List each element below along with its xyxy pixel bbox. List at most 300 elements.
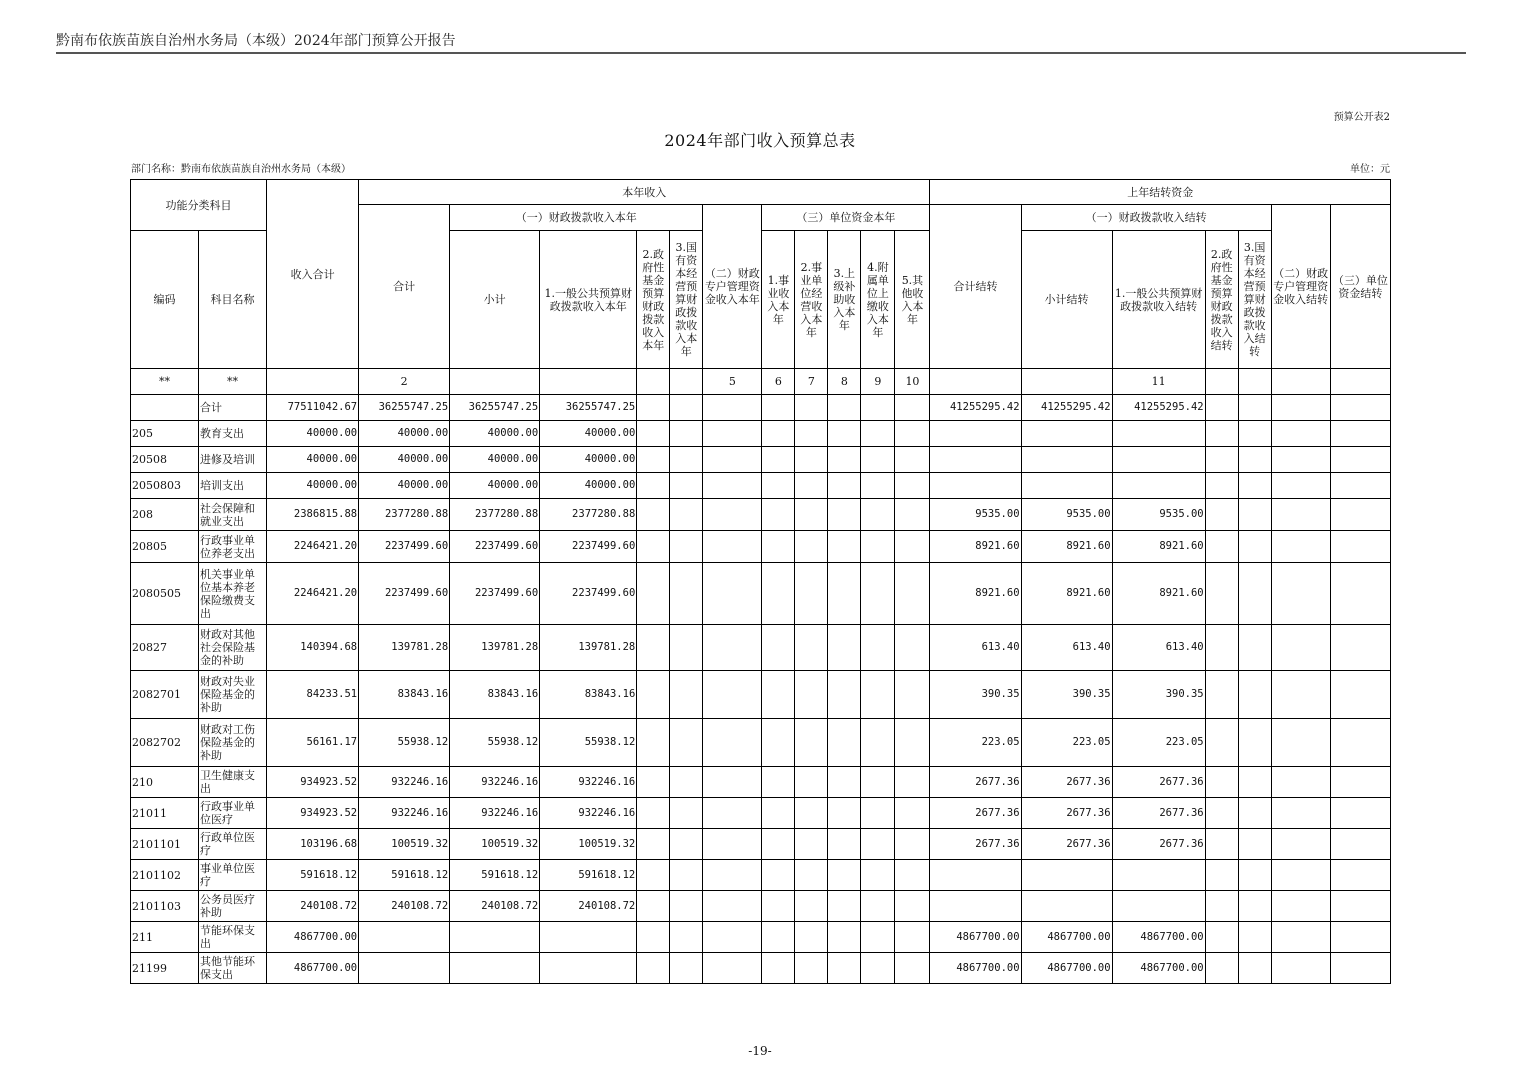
row-value — [703, 473, 762, 499]
row-value — [861, 447, 895, 473]
row-value — [1238, 421, 1271, 447]
row-value — [861, 767, 895, 798]
row-value — [1330, 395, 1390, 421]
row-value: 2677.36 — [930, 829, 1021, 860]
row-value: 240108.72 — [267, 891, 359, 922]
row-value — [1021, 447, 1112, 473]
row-value: 613.40 — [1021, 625, 1112, 671]
row-value — [828, 922, 861, 953]
row-value — [359, 922, 450, 953]
row-value — [1330, 421, 1390, 447]
row-value — [540, 953, 637, 984]
header-last-year-carry: 上年结转资金 — [930, 180, 1391, 205]
row-value — [1112, 447, 1205, 473]
row-value — [861, 860, 895, 891]
header-gov-fund-carry: 2.政府性基金预算财政拨款收入结转 — [1205, 231, 1238, 369]
table-row — [131, 922, 1391, 953]
row-value — [795, 671, 828, 719]
row-value — [1271, 798, 1330, 829]
index-cell: 2 — [359, 369, 450, 395]
row-value — [1238, 719, 1271, 767]
row-value — [795, 860, 828, 891]
row-value: 2237499.60 — [359, 563, 450, 625]
header-fiscal-grant: （一）财政拨款收入本年 — [450, 205, 703, 231]
table-row — [131, 531, 1391, 563]
row-value — [703, 421, 762, 447]
row-value: 932246.16 — [359, 767, 450, 798]
row-value — [1112, 891, 1205, 922]
row-name: 财政对其他社会保险基金的补助 — [199, 625, 267, 671]
row-value — [703, 499, 762, 531]
row-code: 20508 — [131, 447, 199, 473]
row-value — [861, 395, 895, 421]
row-value — [1330, 531, 1390, 563]
row-value — [670, 625, 703, 671]
row-value — [703, 953, 762, 984]
row-value — [1112, 421, 1205, 447]
row-value — [637, 447, 670, 473]
row-value: 77511042.67 — [267, 395, 359, 421]
row-value — [861, 719, 895, 767]
row-value — [795, 447, 828, 473]
row-value — [1205, 395, 1238, 421]
row-value — [1330, 860, 1390, 891]
row-value — [828, 891, 861, 922]
row-value: 41255295.42 — [1112, 395, 1205, 421]
row-value — [637, 860, 670, 891]
row-value — [1271, 563, 1330, 625]
row-value — [795, 473, 828, 499]
row-value — [1238, 499, 1271, 531]
row-value — [1330, 798, 1390, 829]
header-subtotal-carry: 小计结转 — [1021, 231, 1112, 369]
row-value: 390.35 — [1112, 671, 1205, 719]
index-cell — [267, 369, 359, 395]
index-cell: 7 — [795, 369, 828, 395]
row-value — [540, 922, 637, 953]
row-value — [895, 891, 930, 922]
header-general-budget: 1.一般公共预算财政拨款收入本年 — [540, 231, 637, 369]
row-value: 2677.36 — [930, 798, 1021, 829]
index-cell — [1330, 369, 1390, 395]
row-value — [895, 499, 930, 531]
row-value: 36255747.25 — [450, 395, 540, 421]
row-value — [1238, 473, 1271, 499]
row-code: 2050803 — [131, 473, 199, 499]
row-value — [1330, 829, 1390, 860]
row-value — [637, 563, 670, 625]
row-name: 事业单位医疗 — [199, 860, 267, 891]
index-cell — [450, 369, 540, 395]
row-value: 8921.60 — [1021, 531, 1112, 563]
row-value — [861, 829, 895, 860]
row-value — [1271, 829, 1330, 860]
row-value: 8921.60 — [1112, 563, 1205, 625]
header-func-class: 功能分类科目 — [131, 180, 267, 231]
row-value: 934923.52 — [267, 798, 359, 829]
row-value — [1271, 671, 1330, 719]
header-affiliated: 4.附属单位上缴收入本年 — [861, 231, 895, 369]
row-value — [1205, 829, 1238, 860]
header-subtotal: 小计 — [450, 231, 540, 369]
index-cell: 10 — [895, 369, 930, 395]
row-value: 4867700.00 — [1112, 953, 1205, 984]
row-name: 进修及培训 — [199, 447, 267, 473]
row-code: 21199 — [131, 953, 199, 984]
row-name: 机关事业单位基本养老保险缴费支出 — [199, 563, 267, 625]
header-biz-operating: 2.事业单位经营收入本年 — [795, 231, 828, 369]
row-value — [828, 860, 861, 891]
row-value — [895, 719, 930, 767]
row-value: 139781.28 — [540, 625, 637, 671]
row-value — [1330, 719, 1390, 767]
row-value — [1112, 860, 1205, 891]
row-value — [1271, 531, 1330, 563]
index-cell: 8 — [828, 369, 861, 395]
row-value: 932246.16 — [540, 767, 637, 798]
row-value: 2386815.88 — [267, 499, 359, 531]
row-value: 56161.17 — [267, 719, 359, 767]
row-value: 83843.16 — [540, 671, 637, 719]
table-row — [131, 473, 1391, 499]
row-value: 40000.00 — [359, 421, 450, 447]
row-value — [895, 829, 930, 860]
row-value — [762, 447, 795, 473]
row-code: 2101101 — [131, 829, 199, 860]
row-name: 培训支出 — [199, 473, 267, 499]
header-income-total: 收入合计 — [267, 180, 359, 369]
row-value — [895, 563, 930, 625]
index-row — [131, 369, 1391, 395]
row-value — [1205, 798, 1238, 829]
row-code: 2082701 — [131, 671, 199, 719]
row-value: 36255747.25 — [540, 395, 637, 421]
row-value — [895, 447, 930, 473]
row-value — [1205, 563, 1238, 625]
table-row — [131, 891, 1391, 922]
row-value — [1238, 953, 1271, 984]
row-value — [1330, 473, 1390, 499]
row-value — [895, 798, 930, 829]
row-value — [637, 499, 670, 531]
row-value — [1112, 473, 1205, 499]
row-value — [895, 531, 930, 563]
row-value — [762, 860, 795, 891]
row-value: 2246421.20 — [267, 563, 359, 625]
row-value — [637, 625, 670, 671]
row-value — [828, 421, 861, 447]
row-value — [762, 473, 795, 499]
row-code: 2082702 — [131, 719, 199, 767]
row-value — [637, 891, 670, 922]
row-value: 40000.00 — [540, 421, 637, 447]
row-value — [828, 473, 861, 499]
row-value — [1205, 953, 1238, 984]
row-value — [1021, 860, 1112, 891]
row-value: 223.05 — [1112, 719, 1205, 767]
row-value — [1330, 767, 1390, 798]
row-value — [895, 625, 930, 671]
row-value: 2237499.60 — [450, 531, 540, 563]
form-number: 预算公开表2 — [1333, 112, 1390, 123]
row-value: 9535.00 — [1112, 499, 1205, 531]
row-value — [670, 421, 703, 447]
row-value — [670, 563, 703, 625]
row-value: 40000.00 — [540, 447, 637, 473]
row-value — [795, 953, 828, 984]
row-value — [861, 473, 895, 499]
row-value: 139781.28 — [450, 625, 540, 671]
row-value — [762, 531, 795, 563]
row-code: 210 — [131, 767, 199, 798]
row-value — [795, 421, 828, 447]
row-value — [1205, 473, 1238, 499]
row-value — [1205, 922, 1238, 953]
row-value — [1205, 421, 1238, 447]
row-code: 205 — [131, 421, 199, 447]
row-value — [637, 421, 670, 447]
row-value — [795, 829, 828, 860]
row-value: 55938.12 — [450, 719, 540, 767]
row-value — [1205, 719, 1238, 767]
row-value — [895, 860, 930, 891]
row-value: 40000.00 — [359, 447, 450, 473]
unit-label: 单位：元 — [1350, 164, 1390, 175]
row-value: 41255295.42 — [1021, 395, 1112, 421]
row-value — [895, 953, 930, 984]
index-cell — [1205, 369, 1238, 395]
row-value — [895, 671, 930, 719]
row-name: 行政事业单位医疗 — [199, 798, 267, 829]
header-rule — [56, 52, 1466, 54]
row-value — [637, 829, 670, 860]
header-total: 合计 — [359, 205, 450, 369]
row-value: 613.40 — [930, 625, 1021, 671]
row-value — [670, 473, 703, 499]
row-value — [762, 829, 795, 860]
table-row — [131, 860, 1391, 891]
row-value: 390.35 — [930, 671, 1021, 719]
row-value — [637, 671, 670, 719]
row-value: 8921.60 — [1112, 531, 1205, 563]
row-value — [861, 671, 895, 719]
header-code: 编码 — [131, 231, 199, 369]
row-value — [1205, 671, 1238, 719]
row-value: 83843.16 — [450, 671, 540, 719]
row-value: 40000.00 — [540, 473, 637, 499]
row-value — [1205, 860, 1238, 891]
row-value — [1238, 891, 1271, 922]
row-value: 2237499.60 — [450, 563, 540, 625]
row-value — [1238, 767, 1271, 798]
row-value — [1330, 563, 1390, 625]
row-value — [703, 829, 762, 860]
row-value: 2677.36 — [1112, 767, 1205, 798]
row-value: 932246.16 — [450, 767, 540, 798]
row-value — [795, 719, 828, 767]
row-name: 教育支出 — [199, 421, 267, 447]
row-value — [1271, 767, 1330, 798]
row-value: 4867700.00 — [930, 922, 1021, 953]
row-value — [703, 531, 762, 563]
row-value — [762, 891, 795, 922]
row-value — [895, 767, 930, 798]
row-value — [1330, 499, 1390, 531]
row-value: 8921.60 — [930, 531, 1021, 563]
row-value: 40000.00 — [267, 447, 359, 473]
row-name: 其他节能环保支出 — [199, 953, 267, 984]
row-value — [930, 891, 1021, 922]
row-code: 211 — [131, 922, 199, 953]
header-other-income: 5.其他收入本年 — [895, 231, 930, 369]
row-value — [1271, 421, 1330, 447]
row-value — [703, 767, 762, 798]
row-value — [637, 395, 670, 421]
header-general-carry: 1.一般公共预算财政拨款收入结转 — [1112, 231, 1205, 369]
row-value — [828, 499, 861, 531]
row-value — [861, 563, 895, 625]
row-value — [1271, 473, 1330, 499]
row-name: 财政对工伤保险基金的补助 — [199, 719, 267, 767]
row-value — [828, 798, 861, 829]
row-value — [930, 860, 1021, 891]
budget-table — [130, 179, 1391, 984]
row-value — [861, 531, 895, 563]
row-value — [762, 625, 795, 671]
row-value — [1271, 719, 1330, 767]
header-state-capital-carry: 3.国有资本经营预算财政拨款收入结转 — [1238, 231, 1271, 369]
header-biz-income: 1.事业收入本年 — [762, 231, 795, 369]
row-value: 932246.16 — [450, 798, 540, 829]
row-value — [828, 719, 861, 767]
row-value — [861, 499, 895, 531]
row-name: 公务员医疗补助 — [199, 891, 267, 922]
row-value — [450, 953, 540, 984]
row-value — [1271, 891, 1330, 922]
table-row — [131, 447, 1391, 473]
row-value: 41255295.42 — [930, 395, 1021, 421]
row-value: 8921.60 — [1021, 563, 1112, 625]
row-value: 2677.36 — [1112, 829, 1205, 860]
table-row — [131, 625, 1391, 671]
table-row — [131, 421, 1391, 447]
row-value — [1238, 395, 1271, 421]
index-cell — [1021, 369, 1112, 395]
row-value — [1330, 625, 1390, 671]
row-value: 223.05 — [1021, 719, 1112, 767]
row-code: 2101102 — [131, 860, 199, 891]
row-value: 223.05 — [930, 719, 1021, 767]
row-value — [762, 767, 795, 798]
row-value — [1271, 447, 1330, 473]
row-value: 932246.16 — [540, 798, 637, 829]
row-value — [670, 798, 703, 829]
row-value — [703, 563, 762, 625]
header-unit-funds: （三）单位资金本年 — [762, 205, 930, 231]
row-value — [795, 767, 828, 798]
row-value: 100519.32 — [540, 829, 637, 860]
row-value — [762, 719, 795, 767]
row-value — [670, 447, 703, 473]
row-name: 社会保障和就业支出 — [199, 499, 267, 531]
index-cell — [670, 369, 703, 395]
row-value — [1238, 860, 1271, 891]
row-value: 140394.68 — [267, 625, 359, 671]
row-value: 103196.68 — [267, 829, 359, 860]
row-value — [1205, 625, 1238, 671]
row-name: 合计 — [199, 395, 267, 421]
row-value — [1271, 860, 1330, 891]
row-value — [795, 891, 828, 922]
row-value — [1238, 922, 1271, 953]
row-value: 40000.00 — [267, 421, 359, 447]
row-code: 20827 — [131, 625, 199, 671]
row-value: 2237499.60 — [540, 531, 637, 563]
row-value — [1271, 953, 1330, 984]
row-value — [1271, 499, 1330, 531]
row-value — [828, 531, 861, 563]
row-value — [762, 395, 795, 421]
row-value — [670, 719, 703, 767]
page-number: -19- — [748, 1044, 772, 1058]
row-value — [762, 671, 795, 719]
department-name: 部门名称：黔南布依族苗族自治州水务局（本级） — [131, 164, 351, 175]
row-value — [762, 922, 795, 953]
row-value — [1238, 625, 1271, 671]
table-row — [131, 719, 1391, 767]
row-value — [762, 499, 795, 531]
row-value: 2377280.88 — [540, 499, 637, 531]
row-value: 591618.12 — [359, 860, 450, 891]
row-value — [861, 922, 895, 953]
row-name: 行政事业单位养老支出 — [199, 531, 267, 563]
row-code: 2101103 — [131, 891, 199, 922]
row-value — [861, 625, 895, 671]
table-row — [131, 395, 1391, 421]
row-value: 40000.00 — [267, 473, 359, 499]
row-value — [637, 798, 670, 829]
header-gov-fund: 2.政府性基金预算财政拨款收入本年 — [637, 231, 670, 369]
row-value: 2377280.88 — [450, 499, 540, 531]
row-value: 934923.52 — [267, 767, 359, 798]
row-value — [1205, 891, 1238, 922]
row-value: 4867700.00 — [1021, 922, 1112, 953]
header-upper-subsidy: 3.上级补助收入本年 — [828, 231, 861, 369]
row-value: 2677.36 — [1021, 829, 1112, 860]
row-value — [861, 953, 895, 984]
row-value — [703, 798, 762, 829]
row-value — [861, 421, 895, 447]
row-value — [895, 473, 930, 499]
row-value — [1021, 473, 1112, 499]
row-value: 36255747.25 — [359, 395, 450, 421]
row-value — [828, 671, 861, 719]
row-value — [670, 922, 703, 953]
index-cell: ** — [199, 369, 267, 395]
row-value — [670, 395, 703, 421]
row-value — [1271, 922, 1330, 953]
row-value: 2237499.60 — [540, 563, 637, 625]
table-row — [131, 953, 1391, 984]
header-unit-carry: （三）单位资金结转 — [1330, 205, 1390, 369]
row-value — [703, 922, 762, 953]
row-value — [703, 447, 762, 473]
row-value — [1205, 499, 1238, 531]
table-row — [131, 671, 1391, 719]
row-value — [828, 767, 861, 798]
row-value — [1330, 447, 1390, 473]
row-value: 83843.16 — [359, 671, 450, 719]
